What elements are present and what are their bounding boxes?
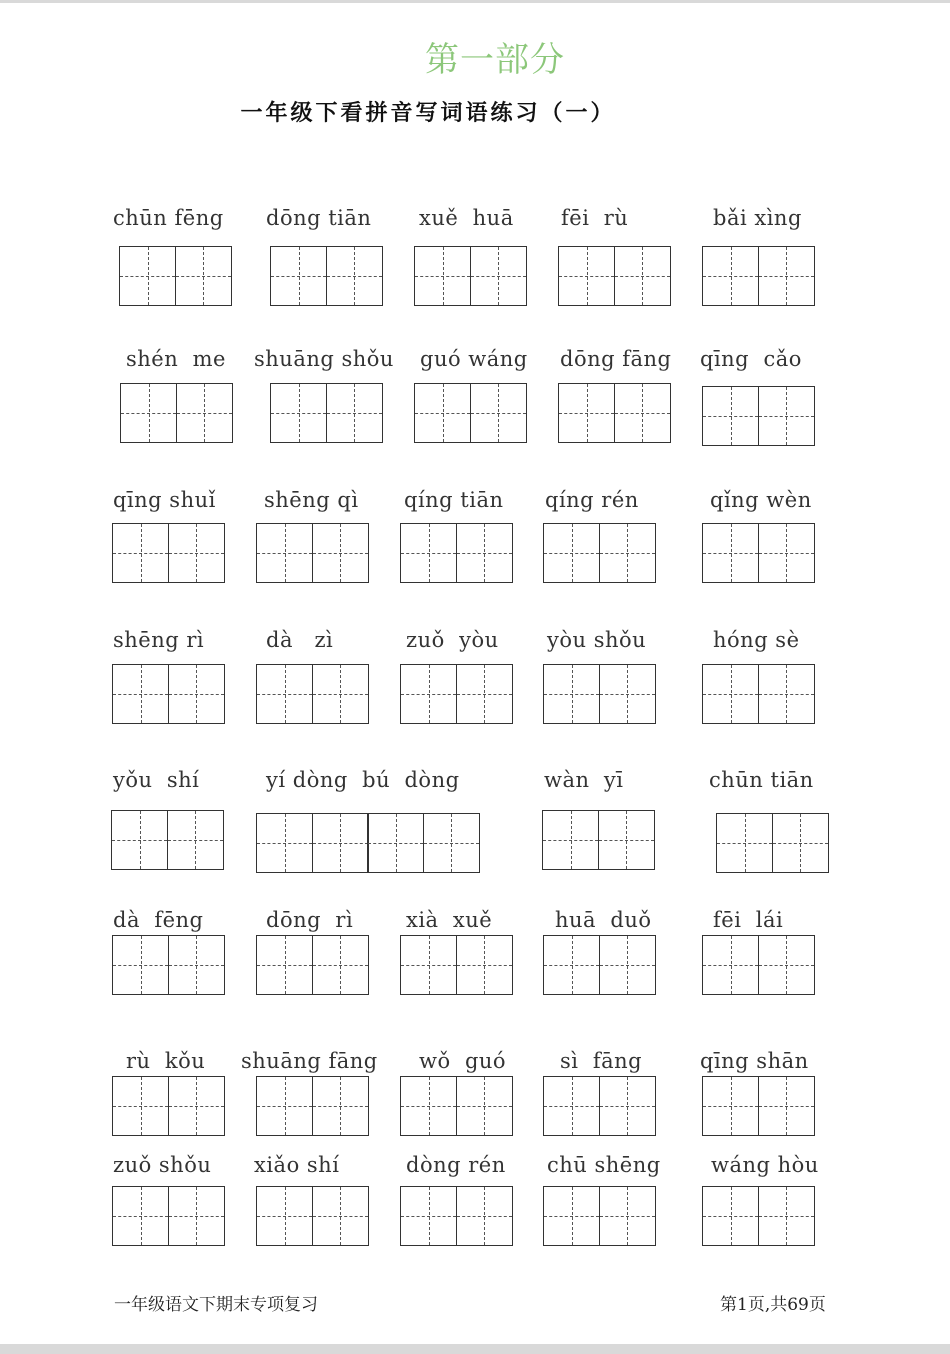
tianzige-cell[interactable]: [558, 246, 615, 306]
writing-grid[interactable]: [256, 523, 369, 583]
tianzige-cell[interactable]: [456, 935, 513, 995]
tianzige-cell[interactable]: [400, 1186, 457, 1246]
tianzige-cell[interactable]: [456, 523, 513, 583]
writing-grid[interactable]: [702, 664, 815, 724]
pinyin-label: sì fāng: [560, 1049, 643, 1073]
tianzige-cell[interactable]: [599, 935, 656, 995]
writing-grid[interactable]: [702, 935, 815, 995]
writing-grid[interactable]: [400, 935, 513, 995]
footer-page-number: 第1页,共69页: [720, 1295, 826, 1315]
tianzige-cell[interactable]: [614, 383, 671, 443]
tianzige-cell[interactable]: [542, 810, 599, 870]
tianzige-cell[interactable]: [758, 935, 815, 995]
tianzige-cell[interactable]: [312, 664, 369, 724]
pinyin-label: fēi lái: [713, 908, 784, 932]
pinyin-label: qīng shān: [700, 1049, 809, 1073]
tianzige-cell[interactable]: [112, 935, 169, 995]
tianzige-cell[interactable]: [772, 813, 829, 873]
writing-grid[interactable]: [119, 246, 232, 306]
pinyin-label: chūn tiān: [709, 768, 814, 792]
tianzige-cell[interactable]: [312, 935, 369, 995]
pinyin-label: qīng cǎo: [700, 347, 802, 371]
tianzige-cell[interactable]: [456, 1076, 513, 1136]
tianzige-cell[interactable]: [702, 935, 759, 995]
tianzige-cell[interactable]: [716, 813, 773, 873]
writing-grid[interactable]: [702, 246, 815, 306]
tianzige-cell[interactable]: [702, 246, 759, 306]
tianzige-cell[interactable]: [256, 523, 313, 583]
tianzige-cell[interactable]: [758, 246, 815, 306]
pinyin-label: dòng rén: [406, 1153, 506, 1177]
tianzige-cell[interactable]: [414, 383, 471, 443]
writing-grid[interactable]: [702, 386, 815, 446]
tianzige-cell[interactable]: [256, 813, 313, 873]
tianzige-cell[interactable]: [168, 1076, 225, 1136]
pinyin-label: qíng tiān: [404, 488, 504, 512]
writing-grid[interactable]: [112, 1076, 225, 1136]
pinyin-label: bǎi xìng: [713, 206, 802, 230]
writing-grid[interactable]: [400, 1076, 513, 1136]
writing-grid[interactable]: [414, 246, 527, 306]
writing-grid[interactable]: [702, 1186, 815, 1246]
tianzige-cell[interactable]: [614, 246, 671, 306]
tianzige-cell[interactable]: [599, 523, 656, 583]
writing-grid[interactable]: [112, 935, 225, 995]
tianzige-cell[interactable]: [167, 810, 224, 870]
writing-grid[interactable]: [543, 1186, 656, 1246]
tianzige-cell[interactable]: [168, 1186, 225, 1246]
tianzige-cell[interactable]: [758, 523, 815, 583]
writing-grid[interactable]: [400, 523, 513, 583]
tianzige-cell[interactable]: [111, 810, 168, 870]
tianzige-cell[interactable]: [702, 664, 759, 724]
tianzige-cell[interactable]: [326, 383, 383, 443]
writing-grid[interactable]: [112, 664, 225, 724]
pinyin-label: qīng shuǐ: [113, 488, 216, 512]
tianzige-cell[interactable]: [270, 246, 327, 306]
pinyin-label: shuāng shǒu: [254, 347, 394, 371]
tianzige-cell[interactable]: [119, 246, 176, 306]
tianzige-cell[interactable]: [702, 1186, 759, 1246]
pinyin-label: chū shēng: [547, 1153, 661, 1177]
tianzige-cell[interactable]: [168, 664, 225, 724]
writing-grid[interactable]: [543, 935, 656, 995]
pinyin-label: dà zì: [266, 628, 334, 652]
writing-grid[interactable]: [702, 1076, 815, 1136]
tianzige-cell[interactable]: [112, 1076, 169, 1136]
bottom-border: [0, 1344, 950, 1354]
top-border: [0, 0, 950, 3]
tianzige-cell[interactable]: [400, 935, 457, 995]
pinyin-label: zuǒ yòu: [406, 628, 499, 652]
tianzige-cell[interactable]: [456, 664, 513, 724]
tianzige-cell[interactable]: [598, 810, 655, 870]
tianzige-cell[interactable]: [423, 813, 480, 873]
pinyin-label: qíng rén: [545, 488, 639, 512]
writing-grid[interactable]: [400, 1186, 513, 1246]
tianzige-cell[interactable]: [456, 1186, 513, 1246]
tianzige-cell[interactable]: [400, 1076, 457, 1136]
tianzige-cell[interactable]: [414, 246, 471, 306]
writing-grid[interactable]: [256, 813, 480, 873]
tianzige-cell[interactable]: [599, 1186, 656, 1246]
tianzige-cell[interactable]: [400, 664, 457, 724]
tianzige-cell[interactable]: [312, 813, 369, 873]
tianzige-cell[interactable]: [543, 935, 600, 995]
pinyin-label: dōng rì: [266, 908, 354, 932]
pinyin-label: yí dòng bú dòng: [266, 768, 460, 792]
pinyin-label: xuě huā: [419, 206, 514, 230]
tianzige-cell[interactable]: [758, 664, 815, 724]
tianzige-cell[interactable]: [599, 664, 656, 724]
pinyin-label: shēng qì: [264, 488, 359, 512]
pinyin-label: dōng tiān: [266, 206, 372, 230]
writing-grid[interactable]: [256, 935, 369, 995]
pinyin-label: wǒ guó: [419, 1049, 507, 1073]
tianzige-cell[interactable]: [470, 246, 527, 306]
tianzige-cell[interactable]: [326, 246, 383, 306]
tianzige-cell[interactable]: [120, 383, 177, 443]
pinyin-label: hóng sè: [713, 628, 800, 652]
writing-grid[interactable]: [542, 810, 655, 870]
pinyin-label: wàn yī: [544, 768, 624, 792]
pinyin-label: shuāng fāng: [241, 1049, 378, 1073]
tianzige-cell[interactable]: [256, 664, 313, 724]
writing-grid[interactable]: [558, 246, 671, 306]
writing-grid[interactable]: [120, 383, 233, 443]
part-title: 第一部分: [425, 40, 565, 80]
tianzige-cell[interactable]: [112, 1186, 169, 1246]
pinyin-label: shēng rì: [113, 628, 205, 652]
writing-grid[interactable]: [270, 246, 383, 306]
writing-grid[interactable]: [558, 383, 671, 443]
writing-grid[interactable]: [543, 1076, 656, 1136]
writing-grid[interactable]: [543, 664, 656, 724]
tianzige-cell[interactable]: [175, 246, 232, 306]
pinyin-label: shén me: [126, 347, 226, 371]
writing-grid[interactable]: [716, 813, 829, 873]
writing-grid[interactable]: [270, 383, 383, 443]
tianzige-cell[interactable]: [270, 383, 327, 443]
writing-grid[interactable]: [256, 1076, 369, 1136]
pinyin-label: xià xuě: [406, 908, 493, 932]
tianzige-cell[interactable]: [176, 383, 233, 443]
pinyin-label: rù kǒu: [126, 1049, 206, 1073]
tianzige-cell[interactable]: [470, 383, 527, 443]
pinyin-label: huā duǒ: [555, 908, 652, 932]
tianzige-cell[interactable]: [599, 1076, 656, 1136]
writing-grid[interactable]: [256, 664, 369, 724]
writing-grid[interactable]: [112, 523, 225, 583]
pinyin-label: xiǎo shí: [254, 1153, 340, 1177]
writing-grid[interactable]: [112, 1186, 225, 1246]
pinyin-label: zuǒ shǒu: [113, 1153, 212, 1177]
tianzige-cell[interactable]: [168, 935, 225, 995]
pinyin-label: yòu shǒu: [547, 628, 647, 652]
tianzige-cell[interactable]: [558, 383, 615, 443]
tianzige-cell[interactable]: [367, 813, 424, 873]
tianzige-cell[interactable]: [543, 1186, 600, 1246]
tianzige-cell[interactable]: [758, 1186, 815, 1246]
tianzige-cell[interactable]: [702, 1076, 759, 1136]
tianzige-cell[interactable]: [758, 386, 815, 446]
pinyin-label: fēi rù: [561, 206, 629, 230]
pinyin-label: qǐng wèn: [710, 488, 812, 512]
tianzige-cell[interactable]: [256, 935, 313, 995]
tianzige-cell[interactable]: [400, 523, 457, 583]
writing-grid[interactable]: [256, 1186, 369, 1246]
pinyin-label: dōng fāng: [560, 347, 672, 371]
tianzige-cell[interactable]: [702, 386, 759, 446]
worksheet-title: 一年级下看拼音写词语练习（一）: [240, 101, 616, 126]
tianzige-cell[interactable]: [543, 1076, 600, 1136]
writing-grid[interactable]: [702, 523, 815, 583]
writing-grid[interactable]: [400, 664, 513, 724]
tianzige-cell[interactable]: [543, 523, 600, 583]
writing-grid[interactable]: [111, 810, 224, 870]
tianzige-cell[interactable]: [543, 664, 600, 724]
tianzige-cell[interactable]: [256, 1186, 313, 1246]
tianzige-cell[interactable]: [312, 1186, 369, 1246]
pinyin-label: wáng hòu: [711, 1153, 819, 1177]
pinyin-label: chūn fēng: [113, 206, 224, 230]
tianzige-cell[interactable]: [256, 1076, 313, 1136]
tianzige-cell[interactable]: [112, 523, 169, 583]
writing-grid[interactable]: [543, 523, 656, 583]
tianzige-cell[interactable]: [758, 1076, 815, 1136]
pinyin-label: dà fēng: [113, 908, 204, 932]
footer-course-label: 一年级语文下期末专项复习: [114, 1295, 318, 1315]
tianzige-cell[interactable]: [112, 664, 169, 724]
tianzige-cell[interactable]: [312, 523, 369, 583]
tianzige-cell[interactable]: [168, 523, 225, 583]
writing-grid[interactable]: [414, 383, 527, 443]
tianzige-cell[interactable]: [702, 523, 759, 583]
pinyin-label: guó wáng: [420, 347, 528, 371]
pinyin-label: yǒu shí: [113, 768, 200, 792]
tianzige-cell[interactable]: [312, 1076, 369, 1136]
